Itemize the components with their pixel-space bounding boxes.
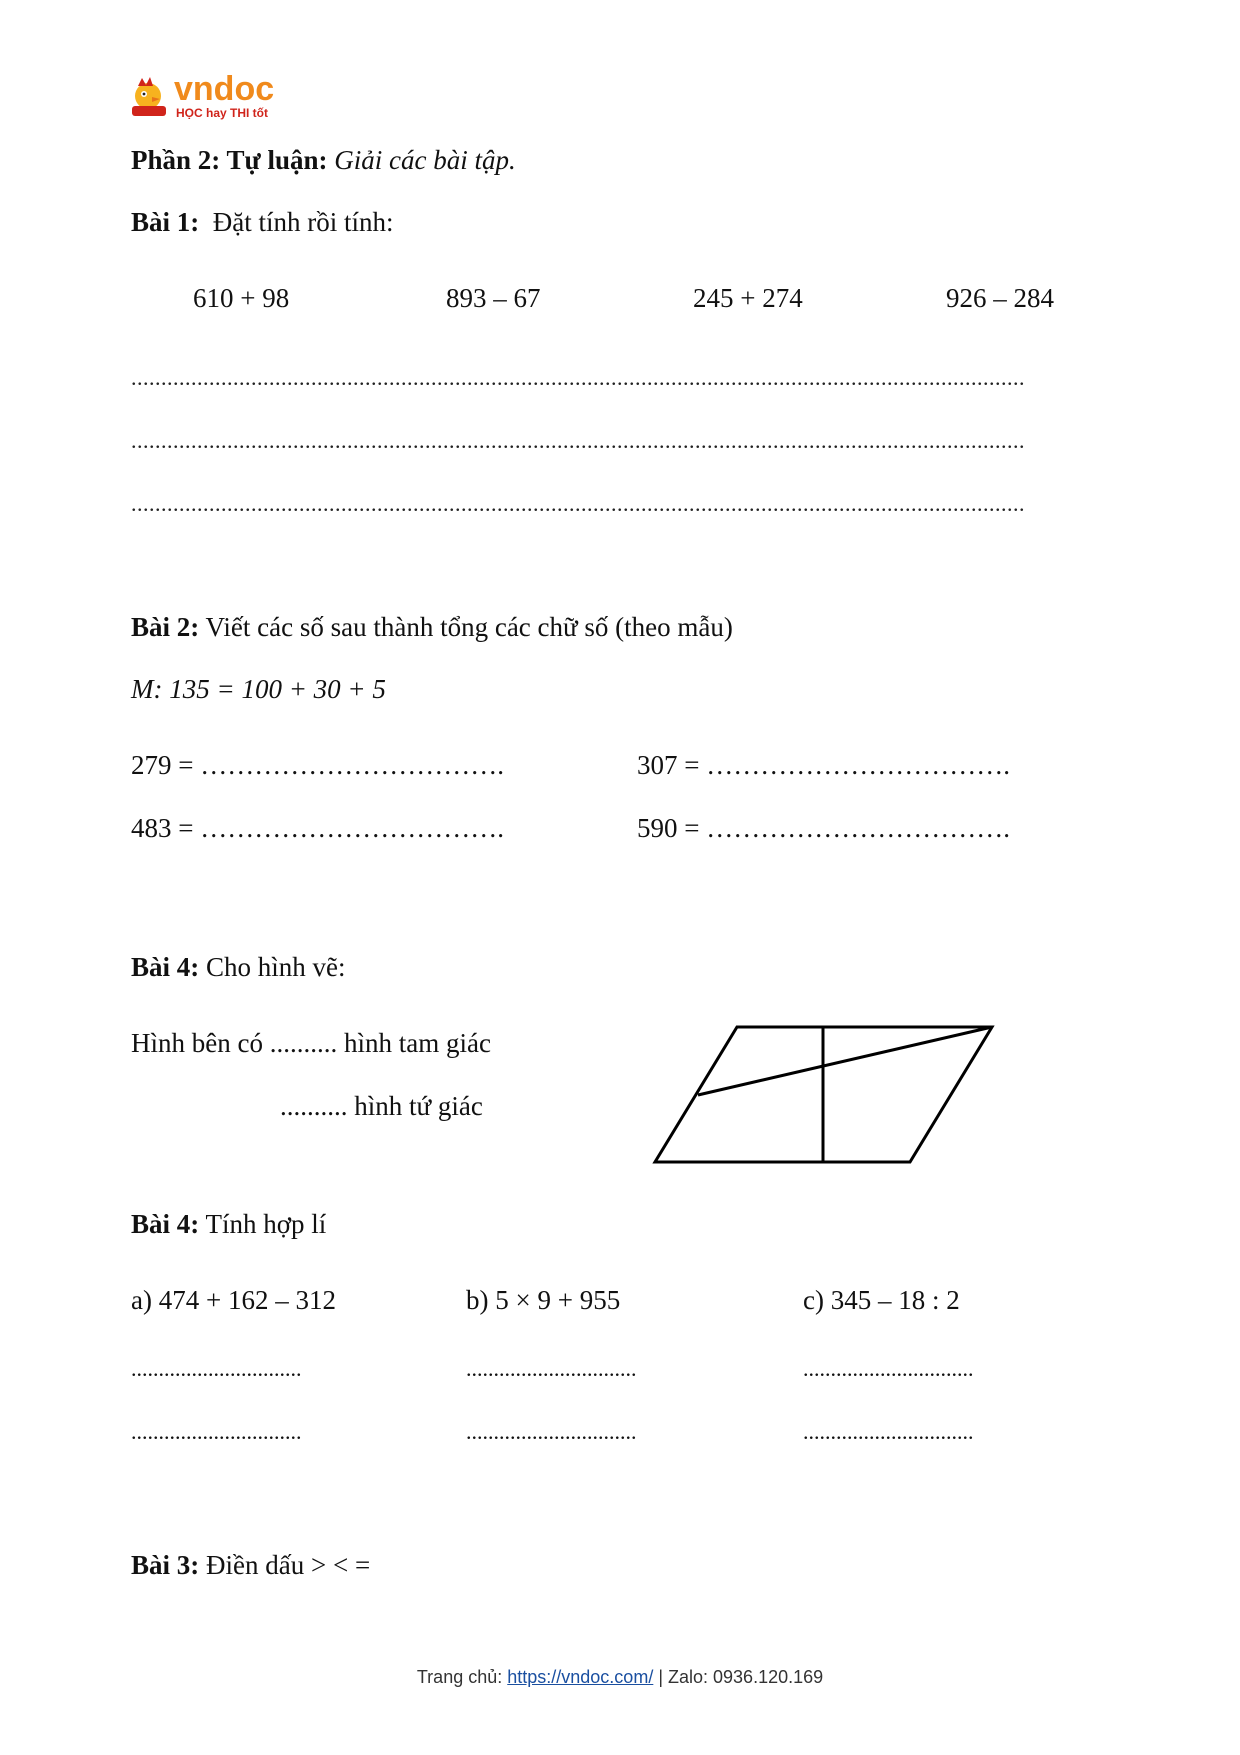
answer-dots[interactable]: ............................... — [466, 1419, 637, 1444]
bai2-item[interactable]: 590 = ……………………………. — [637, 813, 1010, 843]
footer-suffix: | Zalo: 0936.120.169 — [653, 1667, 824, 1687]
bai4-figure-text: Cho hình vẽ: — [206, 952, 346, 982]
bai1-problem: 245 + 274 — [693, 283, 803, 313]
bai2-item[interactable]: 279 = ……………………………. — [131, 750, 504, 780]
bai4-figure-label: Bài 4: — [131, 952, 200, 982]
answer-dots[interactable]: ............................... — [803, 1419, 974, 1444]
bai1-problem: 893 – 67 — [446, 283, 541, 313]
bai2-example: M: 135 = 100 + 30 + 5 — [131, 674, 386, 704]
bai2-text: Viết các số sau thành tổng các chữ số (theo mẫu) — [205, 612, 733, 642]
vndoc-logo[interactable] — [130, 70, 290, 126]
bai1-problem: 926 – 284 — [946, 283, 1054, 313]
answer-dots[interactable]: ............................... — [803, 1356, 974, 1381]
answer-dots[interactable]: ............................... — [131, 1419, 302, 1444]
bai3-label: Bài 3: — [131, 1550, 200, 1580]
section-title-bold: Phần 2: Tự luận: — [131, 145, 328, 175]
bai1-label: Bài 1: — [131, 207, 200, 237]
bai4-calc-text: Tính hợp lí — [205, 1209, 327, 1239]
bai2-item[interactable]: 307 = ……………………………. — [637, 750, 1010, 780]
section-title-italic: Giải các bài tập. — [334, 145, 516, 175]
answer-line[interactable]: ..................................................................................................................................................... — [131, 491, 1025, 516]
bai4-figure-line1[interactable]: Hình bên có .......... hình tam giác — [131, 1028, 491, 1058]
bai3-heading — [131, 1552, 370, 1579]
bai2-label: Bài 2: — [131, 612, 200, 642]
bai3-text: Điền dấu > < = — [206, 1550, 371, 1580]
bai4-figure-heading — [131, 954, 346, 981]
parallelogram-figure — [650, 1020, 1010, 1175]
page-footer — [0, 1667, 1240, 1688]
bai4-calc-problem: a) 474 + 162 – 312 — [131, 1285, 336, 1315]
bai1-problem: 610 + 98 — [193, 283, 290, 313]
bai2-heading — [131, 614, 733, 641]
bai4-figure-line2[interactable]: .......... hình tứ giác — [280, 1091, 483, 1121]
bai4-calc-label: Bài 4: — [131, 1209, 200, 1239]
answer-line[interactable]: ..................................................................................................................................................... — [131, 365, 1025, 390]
bai1-text: Đặt tính rồi tính: — [212, 207, 394, 237]
answer-line[interactable]: ..................................................................................................................................................... — [131, 428, 1025, 453]
bai4-calc-heading — [131, 1211, 326, 1238]
answer-dots[interactable]: ............................... — [131, 1356, 302, 1381]
bai4-calc-problem: c) 345 – 18 : 2 — [803, 1285, 960, 1315]
bai1-heading — [131, 209, 394, 236]
bai4-calc-problem: b) 5 × 9 + 955 — [466, 1285, 621, 1315]
logo-slogan: HỌC hay THI tốt — [176, 106, 268, 120]
section-title — [131, 147, 516, 174]
diagonal-segment — [698, 1027, 992, 1095]
footer-link[interactable]: https://vndoc.com/ — [507, 1667, 654, 1687]
logo-text: vndoc — [174, 70, 275, 108]
footer-prefix: Trang chủ: — [416, 1667, 508, 1687]
answer-dots[interactable]: ............................... — [466, 1356, 637, 1381]
bai2-item[interactable]: 483 = ……………………………. — [131, 813, 504, 843]
